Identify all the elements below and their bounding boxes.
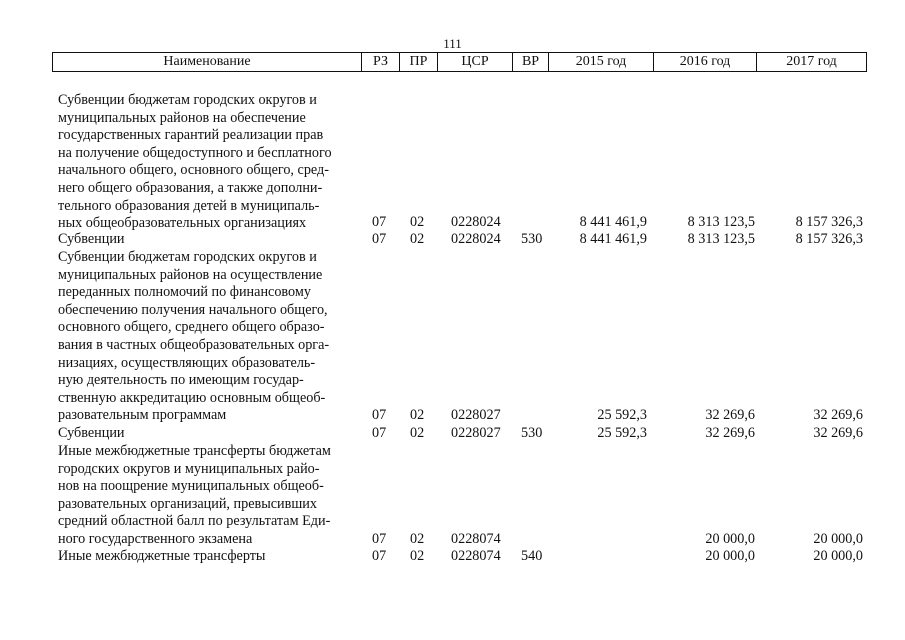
table-row — [0, 231, 905, 249]
cell-2015: 8 441 461,9 — [579, 214, 647, 231]
cell-2017: 8 157 326,3 — [795, 214, 863, 231]
cell-2016: 20 000,0 — [705, 531, 755, 548]
cell-pr: 02 — [410, 531, 425, 548]
cell-2017: 8 157 326,3 — [795, 231, 863, 248]
row-name: Субвенции бюджетам городских округов и муниципальных районов на осуществление переданных полномочий по финансовому обеспечению получения начального общего, основного общего, среднего общего образо- вания в частных общеобразовательных орга- низациях, осуществляющих образователь- ную деятельность по имеющим государ- ственную аккредитацию основным общеоб- разовательным программам — [58, 249, 330, 424]
header-2015: 2015 год — [549, 53, 654, 72]
page-number: 111 — [443, 36, 462, 51]
table-row — [0, 443, 905, 549]
cell-pr: 02 — [410, 214, 425, 231]
cell-2015: 25 592,3 — [597, 425, 647, 442]
cell-csr: 0228024 — [451, 214, 501, 231]
table-row — [0, 249, 905, 425]
cell-pr: 02 — [410, 407, 425, 424]
cell-rz: 07 — [372, 425, 387, 442]
header-name: Наименование — [53, 53, 362, 72]
table-row — [0, 92, 905, 232]
header-2016: 2016 год — [654, 53, 757, 72]
cell-csr: 0228024 — [451, 231, 501, 248]
cell-2016: 32 269,6 — [705, 425, 755, 442]
cell-2017: 32 269,6 — [813, 407, 863, 424]
header-vr: ВР — [513, 53, 549, 72]
row-name: Субвенции бюджетам городских округов и муниципальных районов на обеспечение государственных гарантий реализации прав на получение общедоступного и бесплатного начального общего, основного общего, сред- него общего образования, а также дополни- тельного образования детей в муниципаль- ных общеобразовательных организациях — [58, 92, 332, 232]
table-row — [0, 425, 905, 443]
row-name: Субвенции — [58, 425, 125, 441]
cell-rz: 07 — [372, 407, 387, 424]
header-2017: 2017 год — [757, 53, 867, 72]
table-row — [0, 548, 905, 566]
cell-rz: 07 — [372, 231, 387, 248]
header-csr: ЦСР — [438, 53, 513, 72]
cell-vr: 530 — [521, 231, 543, 248]
cell-2016: 32 269,6 — [705, 407, 755, 424]
cell-rz: 07 — [372, 548, 387, 565]
cell-pr: 02 — [410, 231, 425, 248]
row-name: Субвенции — [58, 231, 125, 247]
cell-vr: 540 — [521, 548, 543, 565]
header-rz: РЗ — [362, 53, 400, 72]
cell-2016: 20 000,0 — [705, 548, 755, 565]
header-pr: ПР — [400, 53, 438, 72]
cell-pr: 02 — [410, 548, 425, 565]
cell-vr: 530 — [521, 425, 543, 442]
cell-2017: 20 000,0 — [813, 531, 863, 548]
cell-csr: 0228027 — [451, 425, 501, 442]
cell-2016: 8 313 123,5 — [687, 231, 755, 248]
cell-pr: 02 — [410, 425, 425, 442]
cell-csr: 0228074 — [451, 531, 501, 548]
cell-rz: 07 — [372, 214, 387, 231]
cell-2016: 8 313 123,5 — [687, 214, 755, 231]
cell-csr: 0228074 — [451, 548, 501, 565]
cell-2015: 8 441 461,9 — [579, 231, 647, 248]
cell-2017: 32 269,6 — [813, 425, 863, 442]
cell-csr: 0228027 — [451, 407, 501, 424]
row-name: Иные межбюджетные трансферты бюджетам городских округов и муниципальных райо- нов на поощрение муниципальных общеоб- разовательных организаций, превысивших средний областной балл по результатам Еди- ного государственного экзамена — [58, 443, 331, 547]
row-name: Иные межбюджетные трансферты — [58, 548, 266, 564]
cell-2017: 20 000,0 — [813, 548, 863, 565]
cell-rz: 07 — [372, 531, 387, 548]
cell-2015: 25 592,3 — [597, 407, 647, 424]
